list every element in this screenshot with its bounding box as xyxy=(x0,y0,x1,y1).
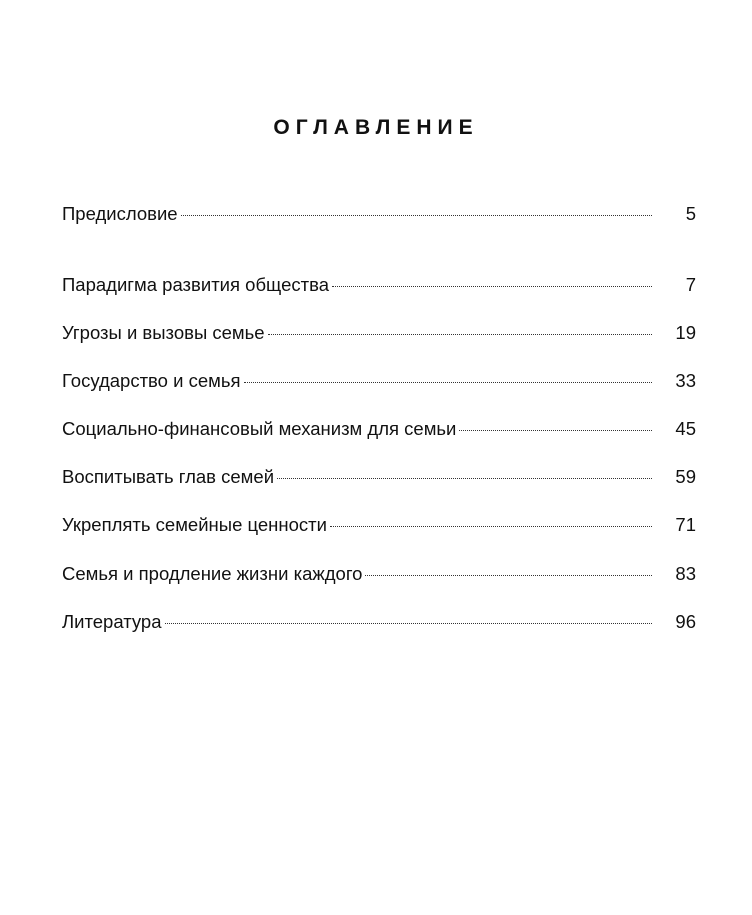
toc-entry-values xyxy=(62,513,696,537)
toc-entry-title: Угрозы и вызовы семье xyxy=(62,322,265,343)
toc-entry-page: 83 xyxy=(675,563,696,584)
toc-entry-title: Воспитывать глав семей xyxy=(62,466,275,487)
toc-entry-page: 96 xyxy=(675,611,696,632)
toc-entry-title: Предисловие xyxy=(62,203,178,224)
dot-leader xyxy=(277,476,652,479)
dot-leader xyxy=(244,380,653,383)
toc-entry-threats xyxy=(62,321,696,345)
toc-heading: ОГЛАВЛЕНИЕ xyxy=(273,116,479,139)
toc-entry-page: 5 xyxy=(685,203,696,224)
toc-entry-page: 71 xyxy=(675,514,696,535)
toc-entry-title: Укреплять семейные ценности xyxy=(62,514,327,535)
toc-entry-page: 33 xyxy=(675,370,696,391)
dot-leader xyxy=(365,573,652,576)
toc-entry-page: 7 xyxy=(685,274,696,295)
dot-leader xyxy=(181,213,652,216)
toc-entry-page: 45 xyxy=(675,418,696,439)
dot-leader xyxy=(268,332,652,335)
toc-entry-title: Семья и продление жизни каждого xyxy=(62,563,363,584)
toc-entry-life xyxy=(62,562,696,586)
dot-leader xyxy=(165,621,652,624)
toc-entry-title: Литература xyxy=(62,611,162,632)
toc-entry-page: 59 xyxy=(675,466,696,487)
toc-entry-literature xyxy=(62,610,696,634)
toc-entry-paradigm xyxy=(62,273,696,297)
toc-entry-title: Государство и семья xyxy=(62,370,241,391)
toc-entry-heads xyxy=(62,465,696,489)
toc-entry-title: Парадигма развития общества xyxy=(62,274,329,295)
toc-entry-preface xyxy=(62,202,696,226)
toc-entry-mechanism xyxy=(62,417,696,441)
dot-leader xyxy=(459,428,652,431)
toc-entry-title: Социально-финансовый механизм для семьи xyxy=(62,418,457,439)
toc-entry-page: 19 xyxy=(675,322,696,343)
dot-leader xyxy=(332,284,652,287)
toc-entry-state xyxy=(62,369,696,393)
dot-leader xyxy=(330,524,652,527)
